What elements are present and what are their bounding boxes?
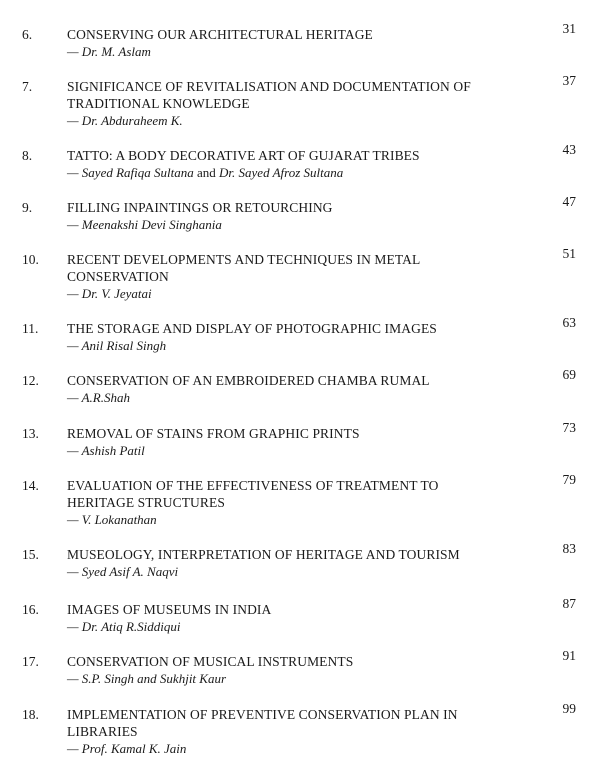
entry-title: IMPLEMENTATION OF PREVENTIVE CONSERVATION PLAN IN LIBRARIES: [67, 707, 458, 739]
entry-number: 18.: [22, 707, 39, 722]
entry-page-number: 83: [562, 541, 576, 556]
entry-number: 12.: [22, 373, 39, 388]
entry-title: MUSEOLOGY, INTERPRETATION OF HERITAGE AND TOURISM: [67, 547, 460, 562]
entry-author: — Prof. Kamal K. Jain: [67, 741, 187, 756]
entry-title: IMAGES OF MUSEUMS IN INDIA: [67, 602, 272, 617]
entry-author: — Ashish Patil: [67, 443, 145, 458]
entry-number: 6.: [22, 27, 33, 42]
entry-title: CONSERVATION OF MUSICAL INSTRUMENTS: [67, 654, 354, 669]
entry-title: TATTO: A BODY DECORATIVE ART OF GUJARAT TRIBES: [67, 148, 420, 163]
entry-number: 15.: [22, 547, 39, 562]
entry-author: [67, 164, 537, 181]
entry-page-number: 79: [562, 472, 576, 487]
entry-page-number: 47: [562, 194, 576, 209]
entry-number: 10.: [22, 252, 39, 267]
entry-author-secondary: Dr. Sayed Afroz Sultana: [219, 165, 344, 180]
entry-title: CONSERVATION OF AN EMBROIDERED CHAMBA RUMAL: [67, 373, 430, 388]
entry-author: — Dr. Atiq R.Siddiqui: [67, 619, 181, 634]
entry-number: 16.: [22, 602, 39, 617]
entry-page-number: 99: [562, 701, 576, 716]
entry-page-number: 63: [562, 315, 576, 330]
entry-number: 14.: [22, 478, 39, 493]
entry-title: SIGNIFICANCE OF REVITALISATION AND DOCUMENTATION OF TRADITIONAL KNOWLEDGE: [67, 79, 471, 111]
entry-number: 8.: [22, 148, 33, 163]
entry-author: — Dr. M. Aslam: [67, 44, 151, 59]
entry-title: THE STORAGE AND DISPLAY OF PHOTOGRAPHIC IMAGES: [67, 321, 437, 336]
entry-page-number: 37: [562, 73, 576, 88]
entry-author: — Dr. V. Jeyatai: [67, 286, 152, 301]
entry-page-number: 43: [562, 142, 576, 157]
entry-title: REMOVAL OF STAINS FROM GRAPHIC PRINTS: [67, 426, 360, 441]
entry-page-number: 69: [562, 367, 576, 382]
entry-page-number: 31: [562, 21, 576, 36]
entry-title: RECENT DEVELOPMENTS AND TECHNIQUES IN METAL CONSERVATION: [67, 252, 420, 284]
entry-title: FILLING INPAINTINGS OR RETOURCHING: [67, 200, 333, 215]
entry-title: EVALUATION OF THE EFFECTIVENESS OF TREATMENT TO HERITAGE STRUCTURES: [67, 478, 439, 510]
entry-author-primary: — Sayed Rafiqa Sultana: [67, 165, 194, 180]
entry-number: 9.: [22, 200, 33, 215]
entry-author: — Anil Risal Singh: [67, 338, 167, 353]
entry-number: 17.: [22, 654, 39, 669]
entry-number: 13.: [22, 426, 39, 441]
entry-author: — A.R.Shah: [67, 390, 130, 405]
entry-author: — Dr. Abduraheem K.: [67, 113, 183, 128]
entry-author: — V. Lokanathan: [67, 512, 157, 527]
entry-author: — S.P. Singh and Sukhjit Kaur: [67, 671, 227, 686]
entry-page-number: 73: [562, 420, 576, 435]
entry-number: 11.: [22, 321, 39, 336]
entry-number: 7.: [22, 79, 33, 94]
entry-page-number: 91: [562, 648, 576, 663]
entry-page-number: 87: [562, 596, 576, 611]
entry-page-number: 51: [562, 246, 576, 261]
entry-author: — Meenakshi Devi Singhania: [67, 217, 222, 232]
entry-author: — Syed Asif A. Naqvi: [67, 564, 179, 579]
entry-title: CONSERVING OUR ARCHITECTURAL HERITAGE: [67, 27, 373, 42]
entry-author-conjunction: and: [193, 165, 220, 180]
